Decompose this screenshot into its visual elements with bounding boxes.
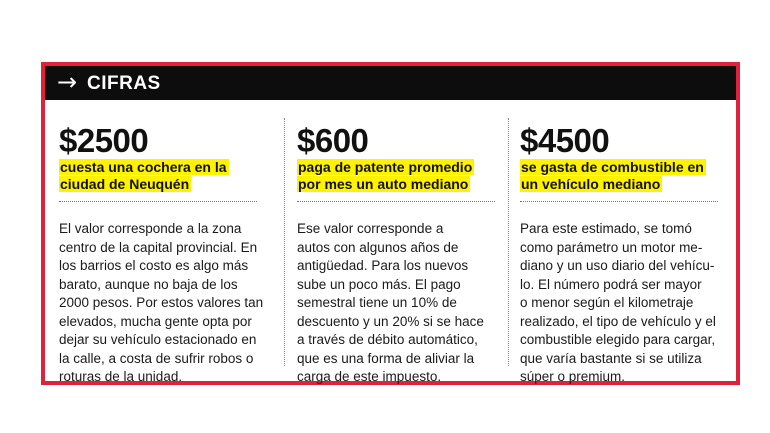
caption-line: por mes un auto mediano (298, 176, 469, 192)
body-line: roturas de la unidad. (59, 369, 183, 384)
body-line: a través de débito automático, (297, 332, 478, 347)
body-line: como parámetro un motor me- (520, 239, 703, 255)
dotted-separator (520, 201, 718, 202)
section-title: CIFRAS (87, 73, 161, 94)
body-line: o menor según el kilometraje (520, 295, 694, 310)
body-line: realizado, el tipo de vehículo y el (520, 313, 716, 329)
body-line: que es una forma de aliviar la (297, 350, 475, 366)
body-line: sube un poco más. El pago (297, 276, 461, 292)
caption-line: un vehículo mediano (521, 176, 661, 192)
body-line: barato, aunque no baja de los (59, 276, 238, 292)
body-line: Ese valor corresponde a (297, 221, 444, 236)
figure-column-combustible (520, 124, 726, 387)
section-header (45, 66, 736, 100)
body-line: elevados, mucha gente opta por (59, 313, 252, 329)
caption-line: paga de patente promedio (298, 159, 473, 175)
body-line: lo. El número podrá ser mayor (520, 276, 702, 292)
body-line: centro de la capital provincial. En (59, 239, 258, 255)
figure-column-cochera (59, 124, 265, 387)
figure-body (59, 220, 265, 387)
cifras-infobox (41, 62, 740, 385)
figure-amount: $600 (297, 122, 369, 159)
dotted-separator (297, 201, 495, 202)
body-line: carga de este impuesto. (297, 369, 442, 384)
column-divider (508, 118, 509, 366)
body-line: que varía bastante si se utiliza (520, 350, 702, 366)
caption-line: cuesta una cochera en la (60, 159, 227, 175)
body-line: diano y un uso diario del vehícu- (520, 258, 715, 273)
caption-line: ciudad de Neuquén (60, 176, 190, 192)
body-line: antigüedad. Para los nuevos (297, 258, 469, 273)
body-line: la calle, a costa de sufrir robos o (59, 350, 254, 366)
figure-amount: $4500 (520, 122, 610, 159)
column-divider (284, 118, 285, 366)
figure-amount: $2500 (59, 122, 149, 159)
body-line: Para este estimado, se tomó (520, 221, 692, 236)
dotted-separator (59, 201, 257, 202)
body-line: semestral tiene un 10% de (297, 295, 457, 310)
body-line: descuento y un 20% si se hace (297, 313, 484, 329)
figure-caption (297, 159, 503, 193)
figure-column-patente (297, 124, 503, 387)
figure-body (520, 220, 726, 387)
caption-line: se gasta de combustible en (521, 159, 704, 175)
body-line: los barrios el costo es algo más (59, 258, 249, 273)
body-line: El valor corresponde a la zona (59, 221, 242, 236)
arrow-right-icon: → (57, 68, 78, 96)
figure-caption (520, 159, 726, 193)
body-line: dejar su vehículo estacionado en (59, 332, 257, 347)
body-line: súper o premium. (520, 369, 626, 384)
figure-body (297, 220, 503, 387)
figure-caption (59, 159, 265, 193)
body-line: 2000 pesos. Por estos valores tan (59, 295, 264, 310)
body-line: combustible elegido para cargar, (520, 332, 716, 347)
body-line: autos con algunos años de (297, 239, 459, 255)
